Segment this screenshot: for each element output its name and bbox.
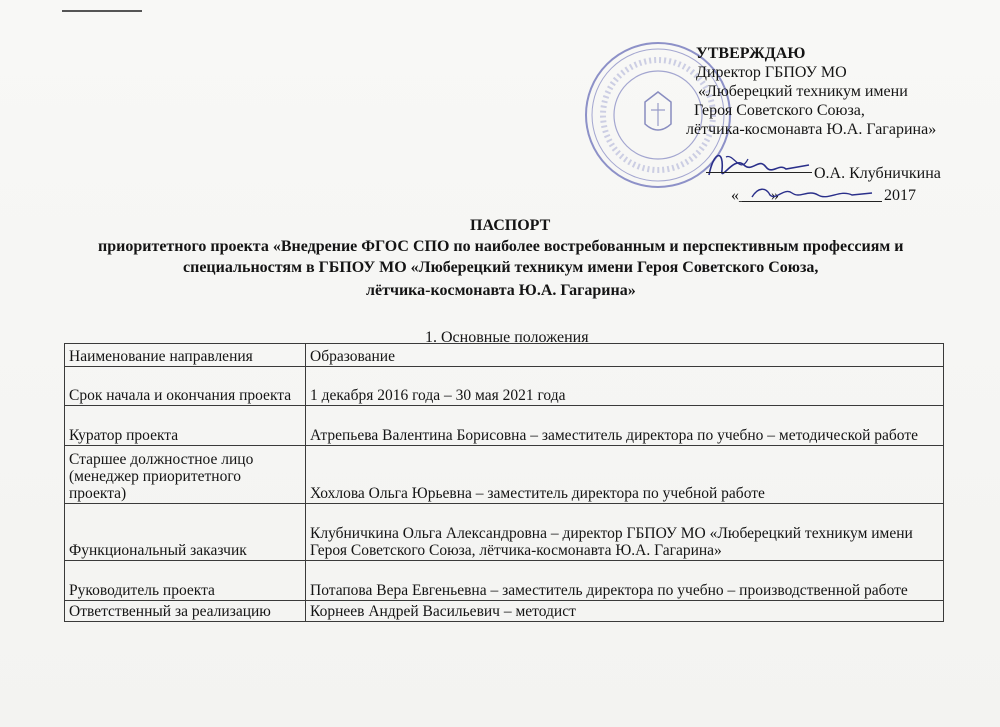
row-label: Куратор проекта <box>65 406 306 446</box>
approval-year: 2017 <box>884 187 916 204</box>
row-value: Потапова Вера Евгеньевна – заместитель директора по учебно – производственной работе <box>306 561 944 601</box>
table-row <box>65 504 944 561</box>
scan-mark <box>62 10 142 12</box>
row-value: 1 декабря 2016 года – 30 мая 2021 года <box>306 367 944 406</box>
approval-date-prefix: «____» <box>731 187 779 204</box>
row-label: Руководитель проекта <box>65 561 306 601</box>
row-label: Функциональный заказчик <box>65 504 306 561</box>
row-value: Корнеев Андрей Васильевич – методист <box>306 601 944 622</box>
passport-table <box>64 343 944 622</box>
table-row <box>65 344 944 367</box>
table-row <box>65 406 944 446</box>
row-label: Старшее должностное лицо (менеджер приоритетного проекта) <box>65 446 306 504</box>
subtitle-line-2: специальностям в ГБПОУ МО «Люберецкий техникум имени Героя Советского Союза, <box>183 259 819 276</box>
section-title: 1. Основные положения <box>425 329 589 346</box>
table-row <box>65 367 944 406</box>
table-row <box>65 446 944 504</box>
approval-line-1: Директор ГБПОУ МО <box>696 64 847 81</box>
approval-signer: О.А. Клубничкина <box>814 165 941 182</box>
handwritten-date <box>748 181 878 203</box>
document-title: ПАСПОРТ <box>470 217 551 234</box>
signature-line <box>706 172 812 173</box>
subtitle-line-1: приоритетного проекта «Внедрение ФГОС СПО по наиболее востребованным и перспективным профессиям и <box>98 238 904 255</box>
row-label: Срок начала и окончания проекта <box>65 367 306 406</box>
row-value: Атрепьева Валентина Борисовна – заместитель директора по учебно – методической работе <box>306 406 944 446</box>
approval-line-3: Героя Советского Союза, <box>694 102 865 119</box>
handwritten-signature <box>704 145 814 185</box>
date-line <box>742 201 882 202</box>
approval-line-4: лётчика-космонавта Ю.А. Гагарина» <box>686 121 937 138</box>
row-value: Хохлова Ольга Юрьевна – заместитель директора по учебной работе <box>306 446 944 504</box>
row-label: Ответственный за реализацию <box>65 601 306 622</box>
subtitle-line-3: лётчика-космонавта Ю.А. Гагарина» <box>366 282 636 299</box>
approval-line-2: «Люберецкий техникум имени <box>698 83 908 100</box>
row-label: Наименование направления <box>65 344 306 367</box>
table-row <box>65 601 944 622</box>
row-value: Образование <box>306 344 944 367</box>
row-value: Клубничкина Ольга Александровна – директор ГБПОУ МО «Люберецкий техникум имени Героя Советского Союза, лётчика-космонавта Ю.А. Гагарина» <box>306 504 944 561</box>
table-row <box>65 561 944 601</box>
approval-heading: УТВЕРЖДАЮ <box>696 45 806 62</box>
